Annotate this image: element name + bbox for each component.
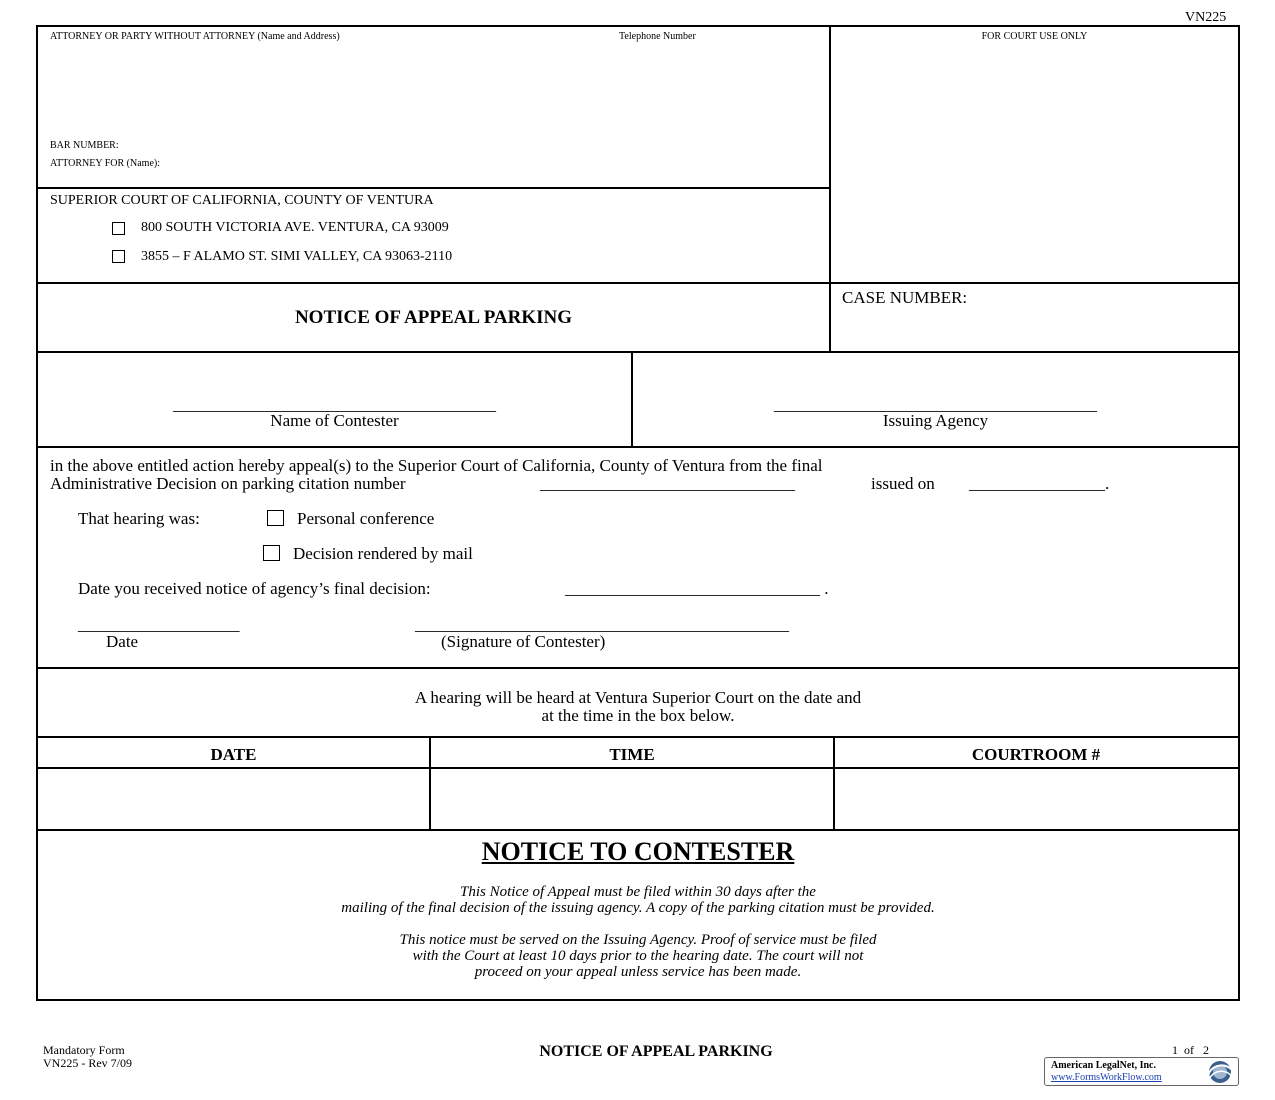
- personal-conference-label: Personal conference: [297, 509, 435, 528]
- contester-name-line[interactable]: ______________________________________: [173, 395, 496, 414]
- location-simi-checkbox[interactable]: [112, 250, 125, 263]
- court-name: SUPERIOR COURT OF CALIFORNIA, COUNTY OF VENTURA: [50, 193, 434, 208]
- issued-on-label: issued on: [871, 474, 935, 493]
- citation-number-field[interactable]: ______________________________: [540, 474, 795, 493]
- appeal-text-line1: in the above entitled action hereby appeal(s) to the Superior Court of California, County of Ventura from the final: [50, 456, 823, 475]
- footer-rev: VN225 - Rev 7/09: [43, 1056, 132, 1070]
- court-use-divider: [829, 26, 831, 352]
- received-date-label: Date you received notice of agency’s final decision:: [78, 579, 431, 598]
- form-code: VN225: [1185, 10, 1227, 25]
- hearing-courtroom-cell[interactable]: [837, 770, 1235, 827]
- page-indicator: 1 of 2: [1172, 1043, 1209, 1057]
- notice-p1-line2: mailing of the final decision of the issuing agency. A copy of the parking citation must be provided.: [341, 900, 935, 916]
- notice-p1-line1: This Notice of Appeal must be filed within 30 days after the: [460, 884, 816, 900]
- signature-label: (Signature of Contester): [441, 632, 606, 651]
- issuing-agency-line[interactable]: ______________________________________: [774, 395, 1097, 414]
- vendor-url[interactable]: www.FormsWorkFlow.com: [1051, 1072, 1162, 1083]
- notice-p2-line2: with the Court at least 10 days prior to the hearing date. The court will not: [412, 948, 864, 964]
- hearing-was-label: That hearing was:: [78, 509, 200, 528]
- vendor-badge[interactable]: [1044, 1057, 1239, 1086]
- decision-by-mail-label: Decision rendered by mail: [293, 544, 473, 563]
- footer-title: NOTICE OF APPEAL PARKING: [539, 1043, 773, 1060]
- attorney-for-label: ATTORNEY FOR (Name):: [50, 158, 160, 169]
- hearing-info-bottom: [37, 736, 1239, 738]
- notice-p2-line3: proceed on your appeal unless service has been made.: [474, 964, 802, 980]
- received-date-field[interactable]: ______________________________ .: [565, 579, 829, 598]
- vendor-globe-icon: [1203, 1059, 1235, 1085]
- col-courtroom-header: COURTROOM #: [971, 745, 1101, 764]
- col-date-header: DATE: [210, 745, 257, 764]
- attorney-name-address-field[interactable]: [48, 48, 808, 133]
- attorney-divider: [37, 187, 830, 189]
- personal-conference-checkbox[interactable]: [267, 510, 284, 526]
- contester-name-label: Name of Contester: [270, 411, 399, 430]
- appeal-text-line2: Administrative Decision on parking citation number: [50, 474, 406, 493]
- notice-heading: NOTICE TO CONTESTER: [481, 837, 795, 866]
- form-title: NOTICE OF APPEAL PARKING: [294, 307, 573, 328]
- hearing-time-cell[interactable]: [433, 770, 831, 827]
- location-ventura-label: 800 SOUTH VICTORIA AVE. VENTURA, CA 93009: [141, 220, 449, 235]
- sign-date-field[interactable]: ___________________: [78, 615, 240, 634]
- appeal-bottom: [37, 667, 1239, 669]
- court-divider: [37, 282, 1239, 284]
- location-ventura-checkbox[interactable]: [112, 222, 125, 235]
- case-number-field[interactable]: [842, 312, 1222, 342]
- col-time-header: TIME: [609, 745, 655, 764]
- bar-number-label: BAR NUMBER:: [50, 140, 119, 151]
- vendor-name: American LegalNet, Inc.: [1051, 1060, 1156, 1071]
- footer-mandatory: Mandatory Form: [43, 1043, 125, 1057]
- table-header-bottom: [37, 767, 1239, 769]
- table-bottom: [37, 829, 1239, 831]
- title-divider: [37, 351, 1239, 353]
- sign-date-label: Date: [106, 632, 139, 651]
- hearing-info-line2: at the time in the box below.: [541, 706, 735, 725]
- court-use-label: FOR COURT USE ONLY: [981, 31, 1088, 42]
- case-number-label: CASE NUMBER:: [842, 288, 968, 307]
- issuing-agency-label: Issuing Agency: [882, 411, 989, 430]
- issued-on-field[interactable]: ________________.: [969, 474, 1110, 493]
- parties-bottom: [37, 446, 1239, 448]
- notice-p2-line1: This notice must be served on the Issuing Agency. Proof of service must be filed: [399, 932, 877, 948]
- signature-field[interactable]: ____________________________________________: [415, 615, 789, 634]
- location-simi-label: 3855 – F ALAMO ST. SIMI VALLEY, CA 93063-2110: [141, 249, 453, 264]
- decision-by-mail-checkbox[interactable]: [263, 545, 280, 561]
- attorney-label: ATTORNEY OR PARTY WITHOUT ATTORNEY (Name and Address): [50, 31, 340, 42]
- hearing-info-line1: A hearing will be heard at Ventura Superior Court on the date and: [414, 688, 862, 707]
- hearing-date-cell[interactable]: [40, 770, 427, 827]
- parties-divider: [631, 352, 633, 446]
- telephone-label: Telephone Number: [619, 31, 696, 42]
